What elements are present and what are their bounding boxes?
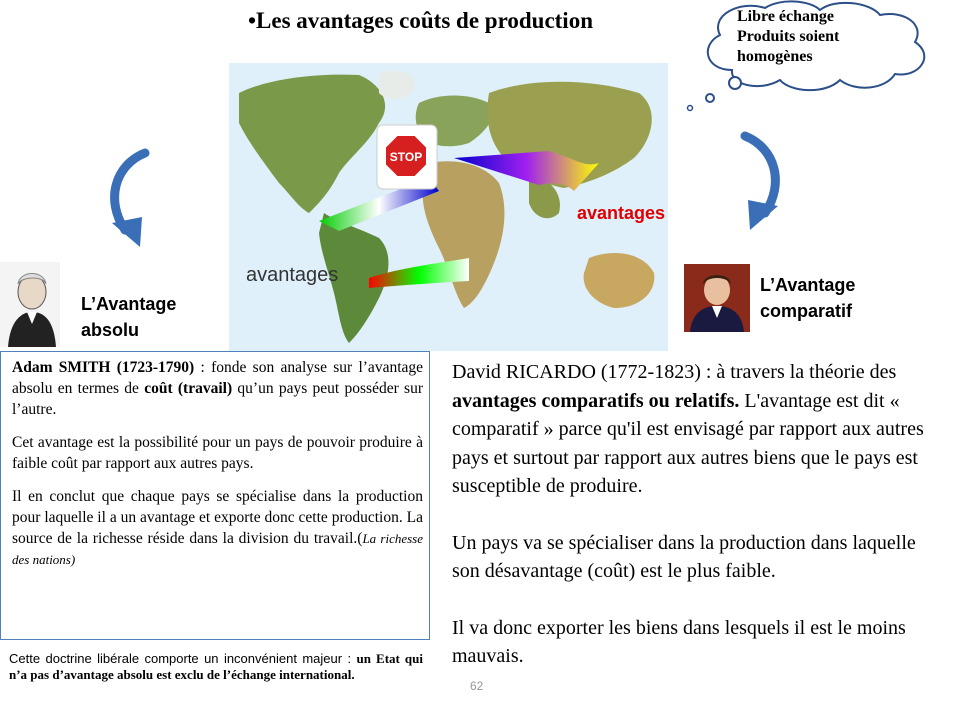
- ricardo-text: [452, 358, 948, 671]
- smith-paragraph-1: Adam SMITH (1723-1790) : fonde son analyse sur l’avantage absolu en termes de coût (travail) qu’un pays peut posséder sur l’autre.: [12, 359, 424, 418]
- avantage-absolu-line-1: L’Avantage: [81, 294, 177, 314]
- curved-arrow-left-icon: [100, 145, 160, 255]
- ricardo-paragraph-2: Un pays va se spécialiser dans la production dans laquelle son désavantage (coût) est le plus faible.: [452, 531, 916, 582]
- avantage-comparatif-line-1: L’Avantage: [760, 275, 856, 295]
- avantage-comparatif-line-2: comparatif: [760, 301, 853, 321]
- ricardo-name: David RICARDO (1772-1823): [452, 361, 701, 383]
- smith-paragraph-3: Il en conclut que chaque pays se spécialise dans la production pour laquelle il a un avantage et exporte donc cette production. La source de la richesse réside dans la division du travail.(La richesse des nations): [12, 488, 423, 567]
- avantages-red-label: avantages: [577, 203, 666, 223]
- avantage-absolu-line-2: absolu: [81, 320, 140, 340]
- page-number: 62: [470, 679, 484, 693]
- curved-arrow-right-icon: [735, 128, 795, 238]
- cloud-text: [737, 7, 839, 67]
- ricardo-paragraph-3: Il va donc exporter les biens dans lesquels il est le moins mauvais.: [452, 616, 906, 667]
- cloud-line-1: Libre échange: [737, 8, 835, 25]
- cloud-line-3: homogènes: [737, 48, 813, 65]
- slide-title: •Les avantages coûts de production: [248, 8, 593, 33]
- smith-name: Adam SMITH (1723-1790): [12, 359, 195, 376]
- doctrine-note: Cette doctrine libérale comporte un inconvénient majeur : un Etat qui n’a pas d’avantage absolu est exclu de l’échange international.: [9, 651, 423, 682]
- ricardo-paragraph-1: David RICARDO (1772-1823) : à travers la théorie des avantages comparatifs ou relatifs. L'avantage est dit « comparatif » parce qu'il est envisagé par rapport aux autres pays et surtout par rapport aux autres biens que le pays est susceptible de produire.: [452, 361, 924, 497]
- stop-sign-text: STOP: [389, 150, 423, 164]
- smith-paragraph-2: Cet avantage est la possibilité pour un pays de pouvoir produire à faible coût par rapport aux autres pays.: [12, 434, 423, 472]
- avantage-absolu-label: [81, 291, 176, 343]
- avantages-grey-label: avantages: [246, 264, 339, 286]
- david-ricardo-portrait: [684, 264, 750, 332]
- cloud-line-2: Produits soient: [737, 28, 840, 45]
- avantage-comparatif-label: [760, 272, 855, 324]
- adam-smith-portrait: [0, 262, 60, 347]
- stop-sign-icon: [377, 125, 437, 189]
- adam-smith-box: [0, 351, 430, 640]
